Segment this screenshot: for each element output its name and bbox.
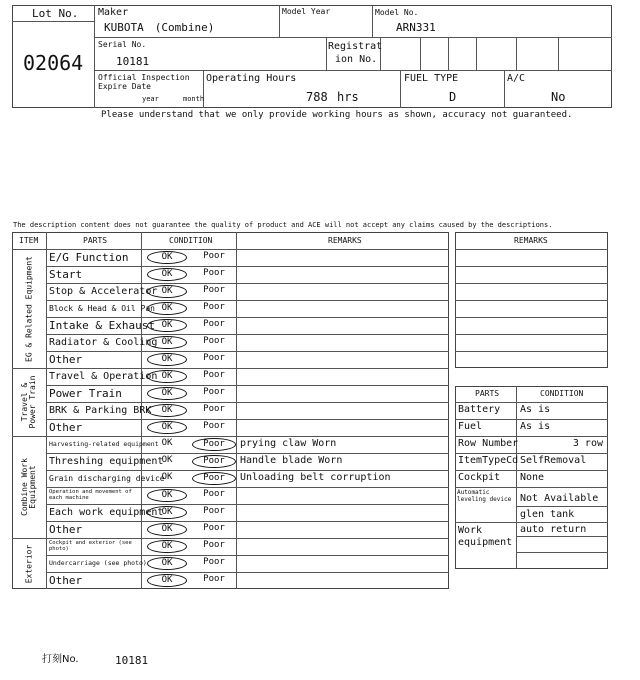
ok-circled-mark: OK: [147, 574, 187, 587]
ok-circled-mark: OK: [147, 523, 187, 536]
inspection-label-1: Official Inspection: [98, 73, 190, 82]
ok-circled-mark: OK: [147, 506, 187, 519]
inspection-label-2: Expire Date: [98, 82, 151, 91]
poor-mark: Poor: [203, 557, 225, 567]
col-parts-header: PARTS: [83, 236, 108, 245]
item-group-label: Travel & Power Train: [19, 375, 37, 429]
poor-mark: Poor: [203, 336, 225, 346]
ok-circled-mark: OK: [147, 336, 187, 349]
part-label: Travel & Operation: [49, 370, 158, 382]
right-part-value: SelfRemoval: [520, 455, 587, 466]
poor-mark: Poor: [203, 540, 225, 550]
model-no-label: Model No.: [375, 8, 419, 17]
serial-label: Serial No.: [98, 40, 147, 49]
item-group-label: Combine Work Equipment: [19, 458, 37, 516]
stamp-label: 打刻No.: [42, 654, 79, 665]
poor-mark: Poor: [203, 268, 225, 278]
year-label: year: [142, 95, 159, 103]
ok-circled-mark: OK: [147, 557, 187, 570]
ac-label: A/C: [507, 73, 526, 84]
maker-label: Maker: [98, 7, 129, 18]
right-part-label: Row Number: [458, 438, 519, 449]
right-remarks-title: REMARKS: [514, 236, 548, 245]
fuel-type-label: FUEL TYPE: [404, 73, 459, 84]
part-label: Radiator & Cooling: [49, 336, 158, 348]
maker-value: KUBOTA (Combine): [104, 21, 215, 34]
serial-value: 10181: [116, 55, 150, 68]
hours-notice: Please understand that we only provide working hours as shown, accuracy not guaranteed.: [101, 110, 573, 120]
right-part-value: None: [520, 472, 545, 483]
ok-circled-mark: OK: [147, 285, 187, 298]
item-group-label: Exterior: [23, 544, 33, 583]
part-label: Harvesting-related equipment: [49, 440, 159, 449]
poor-mark: Poor: [203, 506, 225, 516]
part-label: Other: [49, 421, 83, 434]
poor-mark: Poor: [203, 302, 225, 312]
work-equipment-value-1: glen tank: [520, 509, 575, 520]
ok-mark: OK: [161, 455, 173, 465]
right-part-value: As is: [520, 404, 551, 415]
registration-label-1: Registrat: [328, 41, 383, 52]
part-label: Block & Head & Oil Pan: [49, 303, 155, 313]
ok-circled-mark: OK: [147, 421, 187, 434]
auto-leveling-value: Not Available: [520, 493, 599, 504]
part-label: Stop & Accelerator: [49, 285, 158, 297]
part-label: Grain discharging device: [49, 473, 165, 483]
poor-mark: Poor: [203, 251, 225, 261]
poor-mark: Poor: [203, 387, 225, 397]
right-col-condition-header: CONDITION: [540, 389, 584, 398]
right-part-label: Cockpit: [458, 472, 501, 483]
stamp-value: 10181: [115, 654, 149, 667]
work-equipment-value-2: auto return: [520, 524, 587, 535]
part-label: BRK & Parking BRK: [49, 404, 152, 416]
part-label: Undercarriage (see photo): [49, 559, 147, 568]
poor-mark: Poor: [203, 285, 225, 295]
lot-label: Lot No.: [32, 7, 79, 20]
part-label: Cockpit and exterior (see photo): [49, 540, 132, 553]
poor-circled-mark: Poor: [192, 472, 236, 485]
poor-mark: Poor: [203, 353, 225, 363]
ok-mark: OK: [161, 472, 173, 482]
right-part-label: ItemTypeCd: [458, 455, 519, 466]
remark-text: Unloading belt corruption: [240, 472, 391, 483]
ok-circled-mark: OK: [147, 251, 187, 264]
hours-label: Operating Hours: [206, 73, 297, 84]
ok-circled-mark: OK: [147, 540, 187, 553]
registration-label-2: ion No.: [335, 54, 378, 65]
ok-circled-mark: OK: [147, 489, 187, 502]
disclaimer: The description content does not guarantee the quality of product and ACE will not accept any claims caused by the descriptions.: [13, 221, 553, 229]
item-group-label: EG & Related Equipment: [23, 255, 33, 362]
poor-mark: Poor: [203, 404, 225, 414]
work-equipment-label-2: equipment: [458, 537, 513, 548]
ok-mark: OK: [161, 438, 173, 448]
remark-text: prying claw Worn: [240, 438, 337, 449]
poor-circled-mark: Poor: [192, 438, 236, 451]
ok-circled-mark: OK: [147, 353, 187, 366]
part-label: Other: [49, 353, 83, 366]
col-item-header: ITEM: [19, 236, 39, 245]
right-part-label: Fuel: [458, 421, 483, 432]
ok-circled-mark: OK: [147, 387, 187, 400]
poor-circled-mark: Poor: [192, 455, 236, 468]
hours-value: 788: [306, 90, 328, 104]
poor-mark: Poor: [203, 489, 225, 499]
poor-mark: Poor: [203, 421, 225, 431]
ok-circled-mark: OK: [147, 370, 187, 383]
fuel-type-value: D: [449, 90, 457, 104]
part-label: Other: [49, 574, 83, 587]
ok-circled-mark: OK: [147, 404, 187, 417]
poor-mark: Poor: [203, 370, 225, 380]
month-label: month: [183, 95, 205, 103]
model-no-value: ARN331: [396, 21, 436, 34]
ac-value: No: [551, 90, 566, 104]
poor-mark: Poor: [203, 319, 225, 329]
ok-circled-mark: OK: [147, 268, 187, 281]
part-label: Operation and movement of each machine: [49, 489, 132, 502]
auto-leveling-label: Automatic leveling device: [457, 489, 512, 503]
part-label: Start: [49, 268, 83, 281]
work-equipment-label-1: Work: [458, 525, 483, 536]
ok-circled-mark: OK: [147, 302, 187, 315]
right-part-label: Battery: [458, 404, 501, 415]
right-part-value: As is: [520, 421, 551, 432]
model-year-label: Model Year: [282, 7, 331, 16]
hours-unit: hrs: [337, 90, 359, 104]
part-label: Each work equipment: [49, 506, 164, 518]
part-label: Intake & Exhaust: [49, 319, 155, 332]
part-label: Threshing equipment: [49, 455, 164, 467]
part-label: Other: [49, 523, 83, 536]
part-label: E/G Function: [49, 251, 129, 264]
remark-text: Handle blade Worn: [240, 455, 343, 466]
col-condition-header: CONDITION: [169, 236, 213, 245]
ok-circled-mark: OK: [147, 319, 187, 332]
part-label: Power Train: [49, 387, 122, 400]
right-part-value: 3 row: [572, 438, 603, 449]
right-col-parts-header: PARTS: [475, 389, 500, 398]
col-remarks-header: REMARKS: [328, 236, 362, 245]
poor-mark: Poor: [203, 574, 225, 584]
lot-number: 02064: [23, 51, 84, 75]
poor-mark: Poor: [203, 523, 225, 533]
